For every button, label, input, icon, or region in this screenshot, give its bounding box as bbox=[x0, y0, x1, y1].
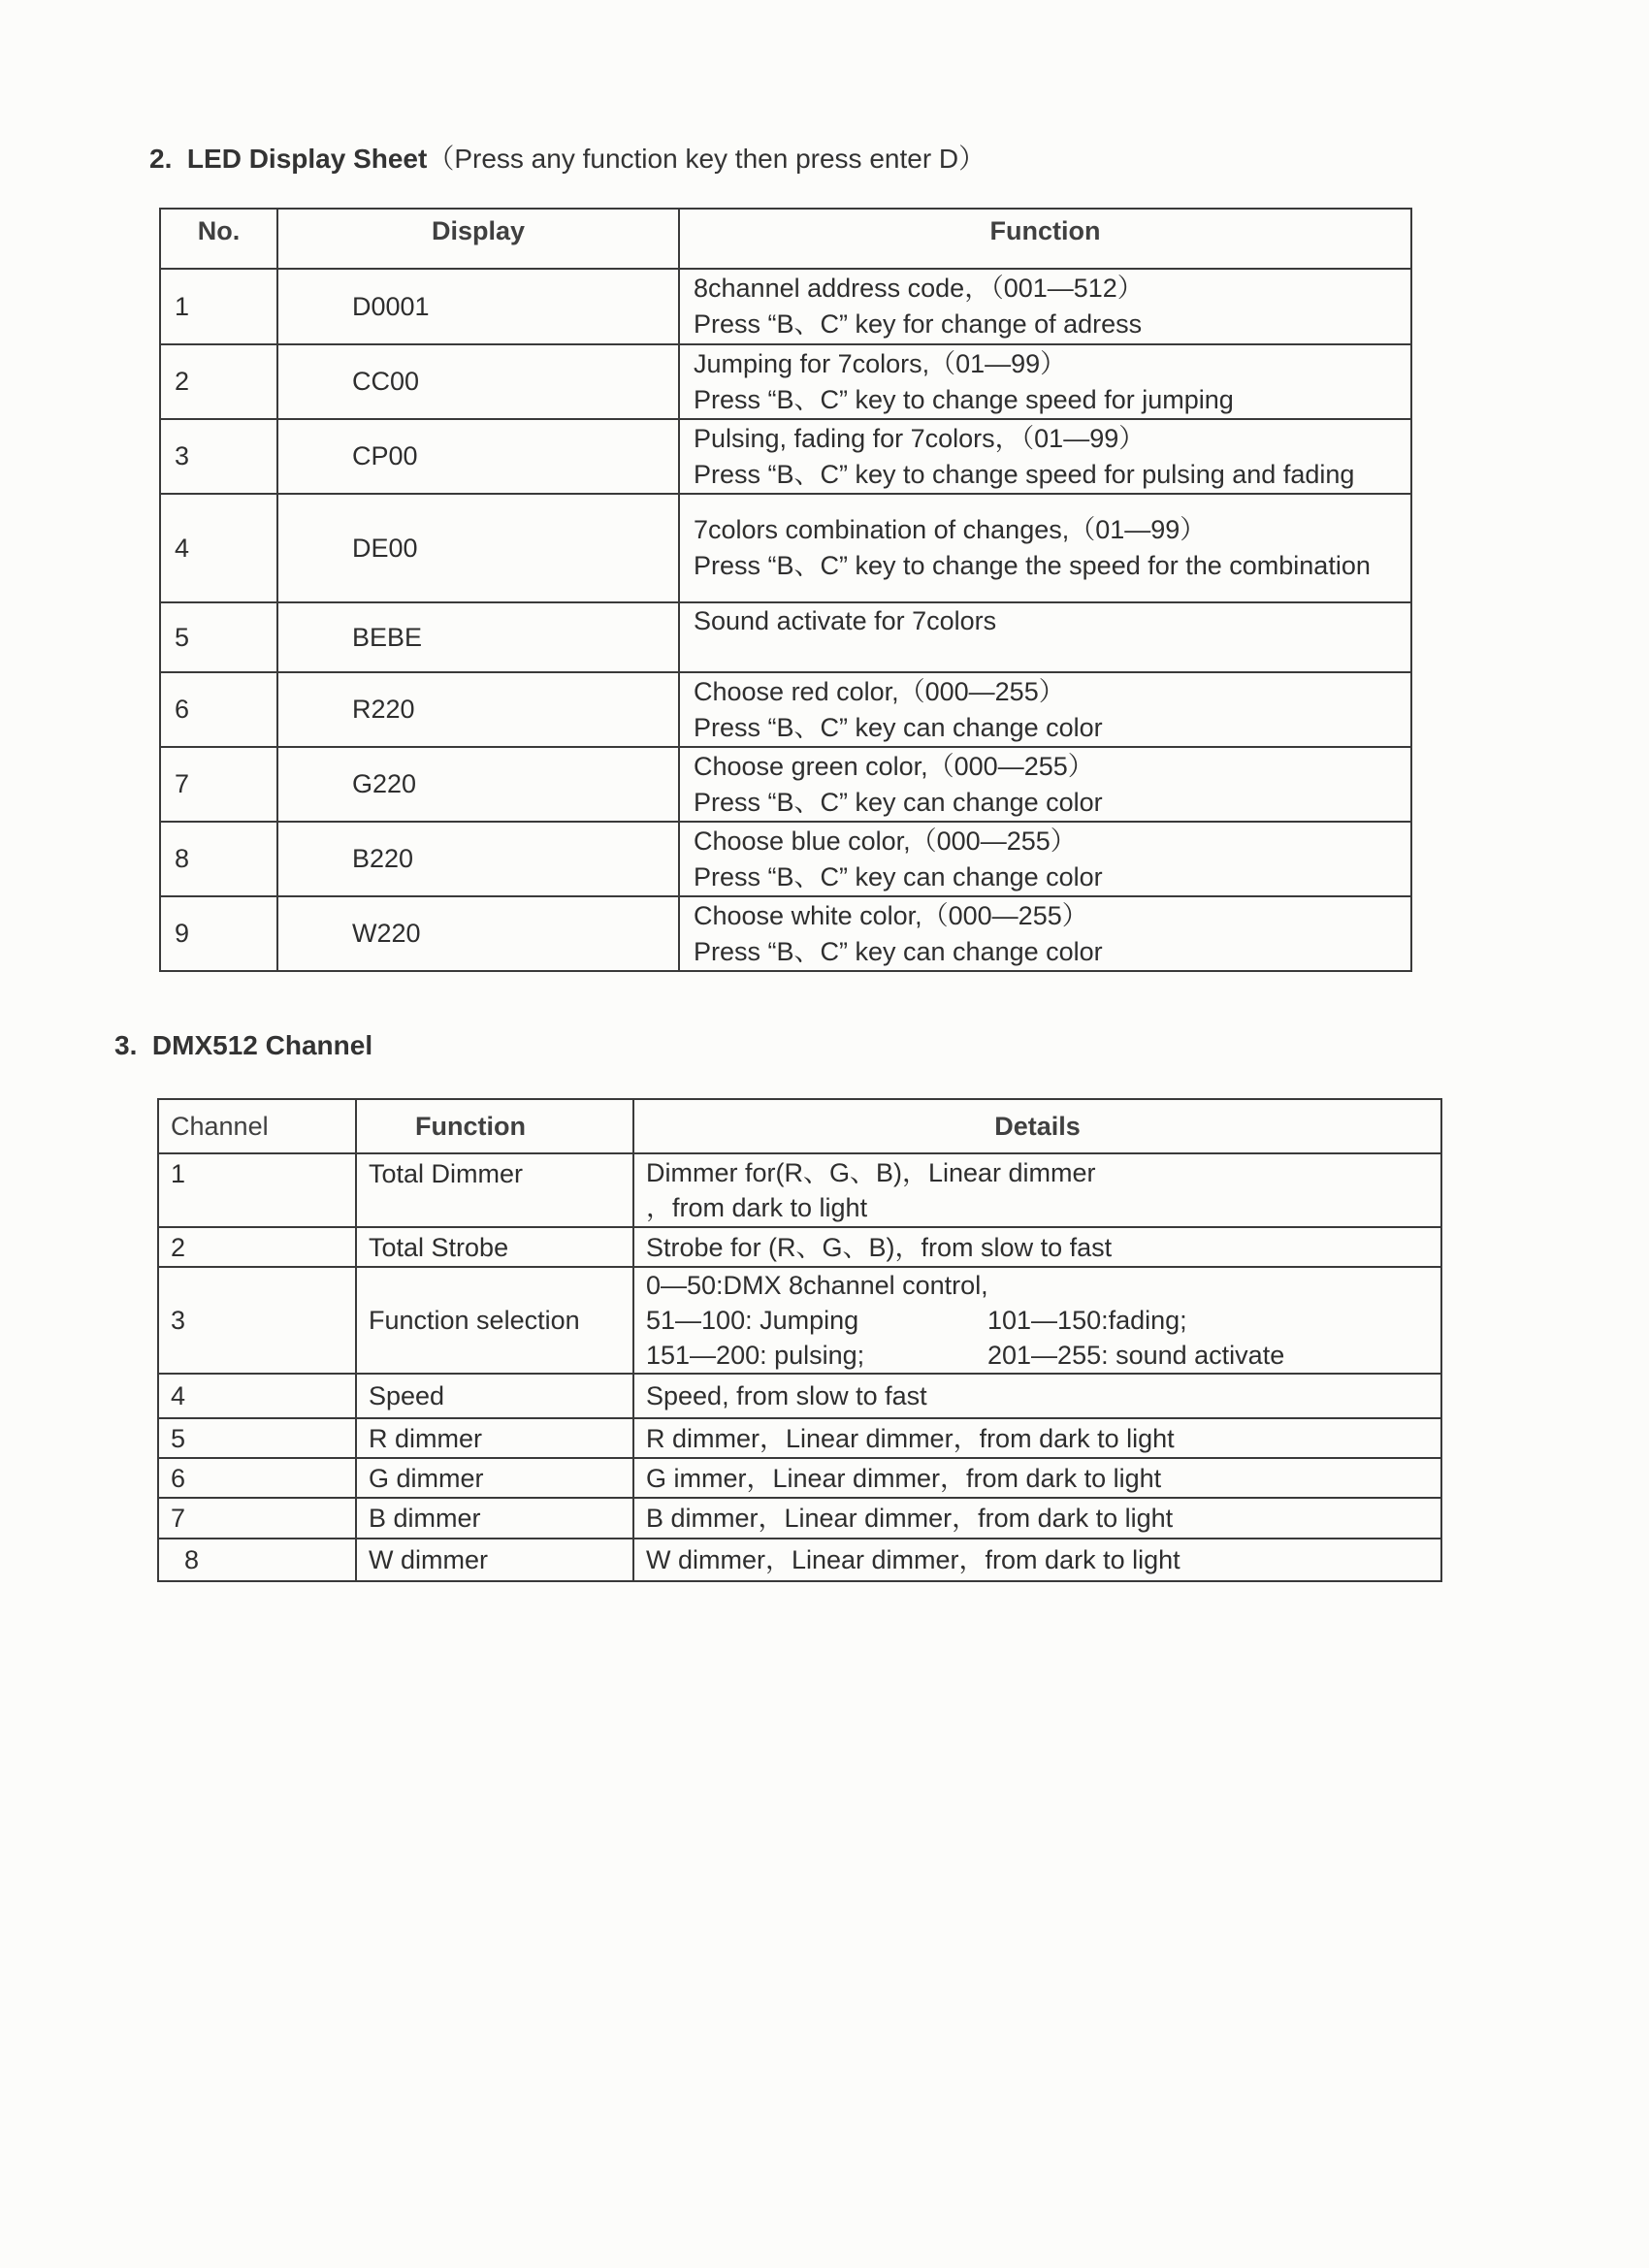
function-line: Jumping for 7colors,（01—99） bbox=[694, 348, 1067, 378]
table-row bbox=[158, 1418, 1441, 1458]
details-line: ，from dark to light bbox=[646, 1193, 868, 1222]
cell-function bbox=[679, 747, 1411, 822]
table-row bbox=[160, 896, 1411, 971]
cell-display: R220 bbox=[277, 672, 679, 747]
cell-function bbox=[679, 602, 1411, 672]
table-row bbox=[158, 1267, 1441, 1374]
details-line: Dimmer for(R、G、B)，Linear dimmer bbox=[646, 1158, 1096, 1187]
details-line: G immer，Linear dimmer，from dark to light bbox=[646, 1463, 1162, 1493]
led-section-title: LED Display Sheet bbox=[186, 144, 428, 174]
cell-details bbox=[633, 1539, 1441, 1581]
cell-function bbox=[679, 896, 1411, 971]
details-line: Strobe for (R、G、B)，from slow to fast bbox=[646, 1232, 1113, 1262]
column-header-no: No. bbox=[160, 209, 277, 269]
cell-details bbox=[633, 1498, 1441, 1539]
cell-display: G220 bbox=[277, 747, 679, 822]
led-section-note: （Press any function key then press enter D） bbox=[427, 144, 986, 174]
cell-no: 6 bbox=[160, 672, 277, 747]
cell-function: G dimmer bbox=[356, 1458, 633, 1498]
cell-no: 2 bbox=[160, 344, 277, 419]
cell-display: CP00 bbox=[277, 419, 679, 494]
details-line bbox=[646, 1303, 1429, 1338]
cell-function bbox=[679, 672, 1411, 747]
table-row bbox=[158, 1227, 1441, 1267]
cell-display: DE00 bbox=[277, 494, 679, 602]
dmx-section-title: DMX512 Channel bbox=[151, 1030, 373, 1060]
cell-display: B220 bbox=[277, 822, 679, 896]
cell-channel: 5 bbox=[158, 1418, 356, 1458]
table-row bbox=[160, 419, 1411, 494]
cell-display: D0001 bbox=[277, 269, 679, 344]
cell-function: R dimmer bbox=[356, 1418, 633, 1458]
function-line: Choose white color,（000—255） bbox=[694, 900, 1088, 930]
cell-display: W220 bbox=[277, 896, 679, 971]
cell-details bbox=[633, 1458, 1441, 1498]
cell-no: 8 bbox=[160, 822, 277, 896]
dmx-section-heading bbox=[114, 1030, 372, 1061]
led-display-table bbox=[159, 208, 1412, 972]
table-header-row bbox=[158, 1099, 1441, 1153]
table-row bbox=[160, 494, 1411, 602]
cell-channel: 1 bbox=[158, 1153, 356, 1227]
table-row bbox=[158, 1153, 1441, 1227]
function-line: Press “B、C” key can change color bbox=[694, 861, 1103, 891]
function-line: Press “B、C” key to change the speed for the combination bbox=[694, 551, 1371, 580]
function-line: Choose green color,（000—255） bbox=[694, 751, 1094, 781]
function-line: Choose red color,（000—255） bbox=[694, 676, 1065, 706]
cell-channel: 6 bbox=[158, 1458, 356, 1498]
cell-no: 4 bbox=[160, 494, 277, 602]
table-row bbox=[160, 747, 1411, 822]
cell-display: CC00 bbox=[277, 344, 679, 419]
cell-details bbox=[633, 1153, 1441, 1227]
details-line: W dimmer，Linear dimmer，from dark to light bbox=[646, 1545, 1180, 1574]
details-fragment: 151—200: pulsing; bbox=[646, 1341, 865, 1370]
cell-function bbox=[679, 822, 1411, 896]
details-line: 0—50:DMX 8channel control, bbox=[646, 1271, 988, 1300]
details-line: B dimmer，Linear dimmer，from dark to light bbox=[646, 1504, 1174, 1533]
cell-no: 7 bbox=[160, 747, 277, 822]
function-line: Press “B、C” key to change speed for jumping bbox=[694, 384, 1234, 414]
table-row bbox=[160, 672, 1411, 747]
cell-details bbox=[633, 1267, 1441, 1374]
table-header-row bbox=[160, 209, 1411, 269]
function-line: Press “B、C” key can change color bbox=[694, 787, 1103, 817]
details-fragment: 51—100: Jumping bbox=[646, 1306, 859, 1335]
cell-function bbox=[679, 344, 1411, 419]
function-line: Press “B、C” key can change color bbox=[694, 936, 1103, 966]
cell-channel: 2 bbox=[158, 1227, 356, 1267]
cell-details bbox=[633, 1227, 1441, 1267]
function-line: 8channel address code，（001—512） bbox=[694, 274, 1144, 303]
cell-no: 5 bbox=[160, 602, 277, 672]
column-header-function: Function bbox=[356, 1099, 633, 1153]
cell-function: W dimmer bbox=[356, 1539, 633, 1581]
table-row bbox=[160, 822, 1411, 896]
table-row bbox=[160, 344, 1411, 419]
column-header-details: Details bbox=[633, 1099, 1441, 1153]
cell-details bbox=[633, 1418, 1441, 1458]
cell-channel: 3 bbox=[158, 1267, 356, 1374]
details-line: Speed, from slow to fast bbox=[646, 1381, 927, 1410]
cell-function: Total Dimmer bbox=[356, 1153, 633, 1227]
led-section-number: 2. bbox=[149, 144, 173, 174]
cell-function bbox=[679, 494, 1411, 602]
cell-display: BEBE bbox=[277, 602, 679, 672]
details-fragment: 101—150:fading; bbox=[987, 1306, 1187, 1335]
table-row bbox=[160, 602, 1411, 672]
cell-function bbox=[679, 269, 1411, 344]
function-line: Choose blue color,（000—255） bbox=[694, 826, 1077, 856]
table-row bbox=[158, 1374, 1441, 1418]
cell-no: 3 bbox=[160, 419, 277, 494]
cell-channel: 7 bbox=[158, 1498, 356, 1539]
dmx-channel-table bbox=[157, 1098, 1442, 1582]
function-line: Press “B、C” key to change speed for pulsing and fading bbox=[694, 459, 1355, 489]
cell-function: Function selection bbox=[356, 1267, 633, 1374]
column-header-function: Function bbox=[679, 209, 1411, 269]
cell-function: B dimmer bbox=[356, 1498, 633, 1539]
cell-channel: 4 bbox=[158, 1374, 356, 1418]
details-fragment: 201—255: sound activate bbox=[987, 1341, 1285, 1370]
details-line: R dimmer，Linear dimmer，from dark to light bbox=[646, 1423, 1175, 1453]
function-line: Pulsing, fading for 7colors，（01—99） bbox=[694, 423, 1146, 453]
table-row bbox=[160, 269, 1411, 344]
cell-function: Total Strobe bbox=[356, 1227, 633, 1267]
cell-channel: 8 bbox=[158, 1539, 356, 1581]
table-row bbox=[158, 1498, 1441, 1539]
function-line: 7colors combination of changes,（01—99） bbox=[694, 515, 1207, 544]
led-section-heading bbox=[149, 138, 986, 177]
function-line: Press “B、C” key for change of adress bbox=[694, 309, 1143, 339]
column-header-channel: Channel bbox=[158, 1099, 356, 1153]
cell-function: Speed bbox=[356, 1374, 633, 1418]
cell-function bbox=[679, 419, 1411, 494]
table-row bbox=[158, 1458, 1441, 1498]
details-line bbox=[646, 1338, 1429, 1373]
column-header-display: Display bbox=[277, 209, 679, 269]
function-line: Sound activate for 7colors bbox=[694, 606, 997, 635]
function-line: Press “B、C” key can change color bbox=[694, 712, 1103, 742]
cell-details bbox=[633, 1374, 1441, 1418]
dmx-section-number: 3. bbox=[114, 1030, 138, 1060]
cell-no: 1 bbox=[160, 269, 277, 344]
table-row bbox=[158, 1539, 1441, 1581]
cell-no: 9 bbox=[160, 896, 277, 971]
